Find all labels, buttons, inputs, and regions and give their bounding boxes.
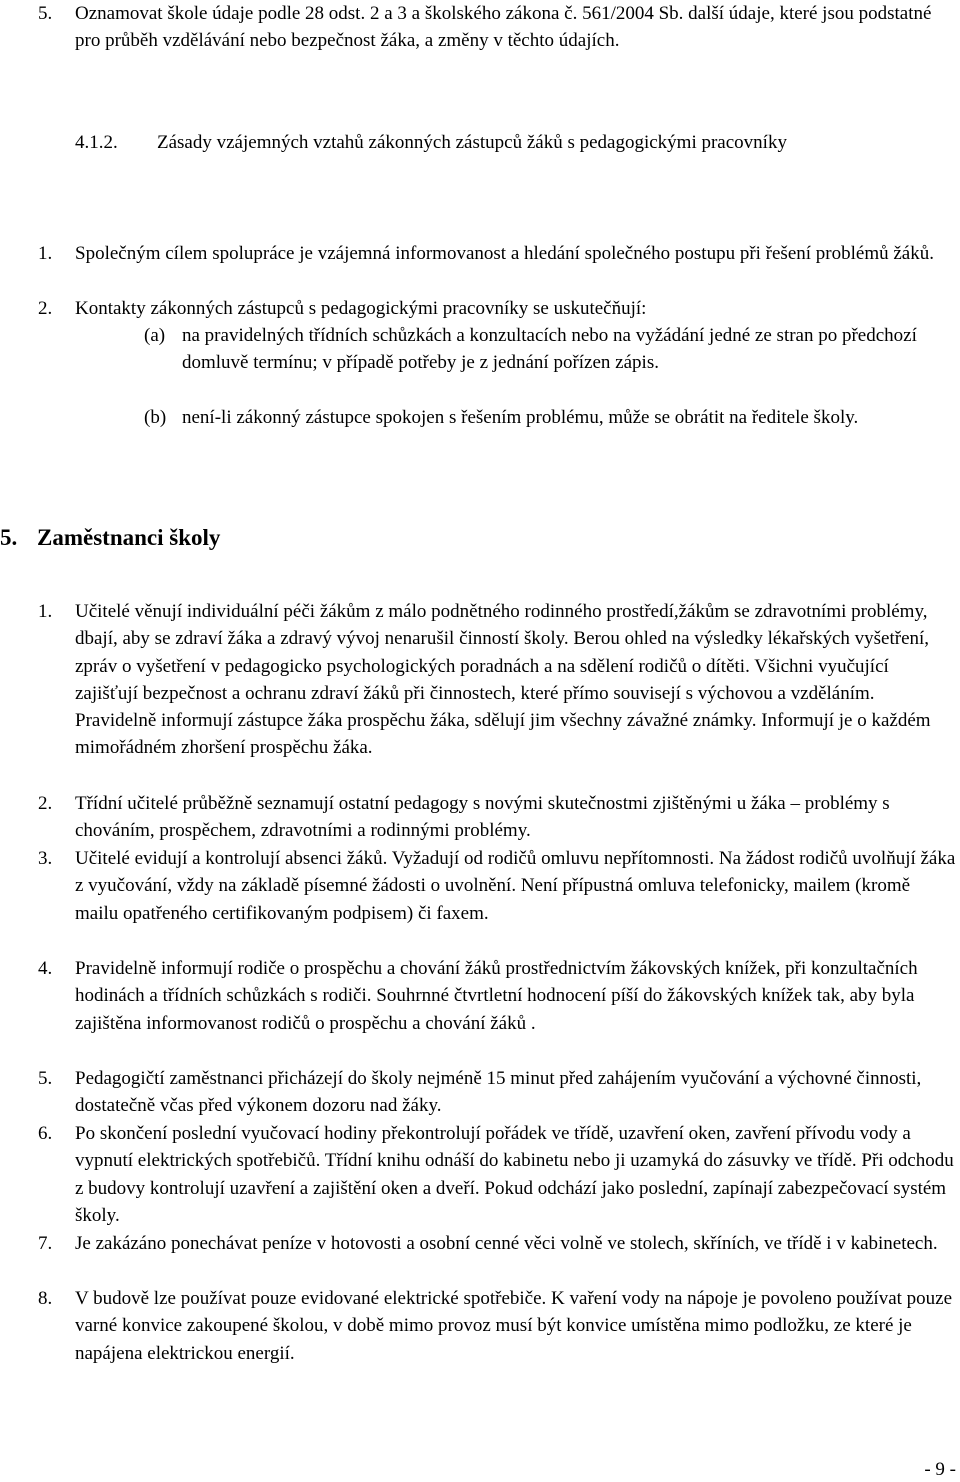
subsection-title: Zásady vzájemných vztahů zákonných zástupců žáků s pedagogickými pracovníky xyxy=(157,132,787,153)
list-item xyxy=(38,1120,956,1229)
section-title: Zaměstnanci školy xyxy=(37,525,221,550)
sub-list-item xyxy=(144,322,956,377)
list-item-number: 6. xyxy=(38,1123,53,1144)
section-heading xyxy=(0,522,220,554)
list-item-number: 5. xyxy=(38,1068,53,1089)
list-item xyxy=(38,240,956,267)
list-item-text: Pedagogičtí zaměstnanci přicházejí do školy nejméně 15 minut před zahájením vyučování a výchovné činnosti, dostatečně včas před výkonem dozoru nad žáky. xyxy=(75,1068,922,1117)
list-item xyxy=(38,955,956,1037)
list-item-text: Třídní učitelé průběžně seznamují ostatní pedagogy s novými skutečnostmi zjištěnými u žáka – problémy s chováním, prospěchem, zdravotními a rodinnými problémy. xyxy=(75,793,890,842)
subsection-number: 4.1.2. xyxy=(75,132,118,153)
list-item-number: 1. xyxy=(38,601,53,622)
list-item xyxy=(38,0,956,55)
list-item-number: 5. xyxy=(38,3,53,24)
list-item xyxy=(38,790,956,845)
sub-list-item-text: není-li zákonný zástupce spokojen s řešením problému, může se obrátit na ředitele školy. xyxy=(182,407,859,428)
subsection-heading xyxy=(75,129,935,156)
list-item-number: 1. xyxy=(38,243,53,264)
list-item-text: Učitelé věnují individuální péči žákům z málo podnětného rodinného prostředí,žákům se zdravotními problémy, dbají, aby se zdraví žáka a zdravý vývoj nenarušil činností školy. Berou ohled na výsledky lékařských vyšetření, zpráv o vyšetření v pedagogicko psychologických poradnách a na sdělení rodičů o dítěti. Všichni vyučující zajišťují bezpečnost a ochranu zdraví žáků při činnostech, které přímo souvisejí s výchovou a vzděláním. Pravidelně informují zástupce žáka prospěchu žáka, sdělují jim všechny závažné známky. Informují je o každém mimořádném zhoršení prospěchu žáka. xyxy=(75,601,931,759)
list-item-number: 7. xyxy=(38,1233,53,1254)
list-item-number: 3. xyxy=(38,848,53,869)
list-item-text: Učitelé evidují a kontrolují absenci žáků. Vyžadují od rodičů omluvu nepřítomnosti. Na žádost rodičů uvolňují žáka z vyučování, vždy na základě písemné žádosti o uvolnění. Není přípustná omluva telefonicky, mailem (kromě mailu opatřeného certifikovaným podpisem) či faxem. xyxy=(75,848,956,924)
sub-list-item xyxy=(144,404,956,431)
section-number: 5. xyxy=(0,525,18,550)
list-item xyxy=(38,1285,956,1367)
list-item-text: Společným cílem spolupráce je vzájemná informovanost a hledání společného postupu při řešení problémů žáků. xyxy=(75,243,934,264)
list-item-number: 2. xyxy=(38,298,53,319)
list-item-text: Kontakty zákonných zástupců s pedagogickými pracovníky se uskutečňují: xyxy=(75,298,647,319)
list-item xyxy=(38,598,956,762)
list-item xyxy=(38,1230,956,1257)
list-item-text: V budově lze používat pouze evidované elektrické spotřebiče. K vaření vody na nápoje je povoleno používat pouze varné konvice zakoupené školou, v době mimo provoz musí být konvice umístěna mimo podložku, ze které je napájena elektrickou energií. xyxy=(75,1288,953,1364)
list-item xyxy=(38,845,956,927)
list-item xyxy=(38,1065,956,1120)
list-item-text: Oznamovat škole údaje podle 28 odst. 2 a 3 a školského zákona č. 561/2004 Sb. další údaje, které jsou podstatné pro průběh vzdělávání nebo bezpečnost žáka, a změny v těchto údajích. xyxy=(75,3,932,52)
list-item-text: Pravidelně informují rodiče o prospěchu a chování žáků prostřednictvím žákovských knížek, při konzultačních hodinách a třídních schůzkách s rodiči. Souhrnné čtvrtletní hodnocení píší do žákovských knížek tak, aby byla zajištěna informovanost rodičů o prospěchu a chování žáků . xyxy=(75,958,918,1034)
list-item xyxy=(38,295,956,322)
list-item-number: 2. xyxy=(38,793,53,814)
list-item-number: 4. xyxy=(38,958,53,979)
sub-list-item-letter: (b) xyxy=(144,407,167,428)
list-item-text: Je zakázáno ponechávat peníze v hotovosti a osobní cenné věci volně ve stolech, skříních, ve třídě i v kabinetech. xyxy=(75,1233,938,1254)
sub-list-item-letter: (a) xyxy=(144,325,166,346)
list-item-number: 8. xyxy=(38,1288,53,1309)
page-number: - 9 - xyxy=(924,1459,956,1480)
list-item-text: Po skončení poslední vyučovací hodiny překontrolují pořádek ve třídě, uzavření oken, zavření přívodu vody a vypnutí elektrických spotřebičů. Třídní knihu odnáší do kabinetu nebo ji uzamyká do zásuvky ve třídě. Při odchodu z budovy kontrolují uzavření a zajištění oken a dveří. Pokud odchází jako poslední, zapínají zabezpečovací systém školy. xyxy=(75,1123,954,1226)
sub-list-item-text: na pravidelných třídních schůzkách a konzultacích nebo na vyžádání jedné ze stran po předchozí domluvě termínu; v případě potřeby je z jednání pořízen zápis. xyxy=(182,325,917,374)
